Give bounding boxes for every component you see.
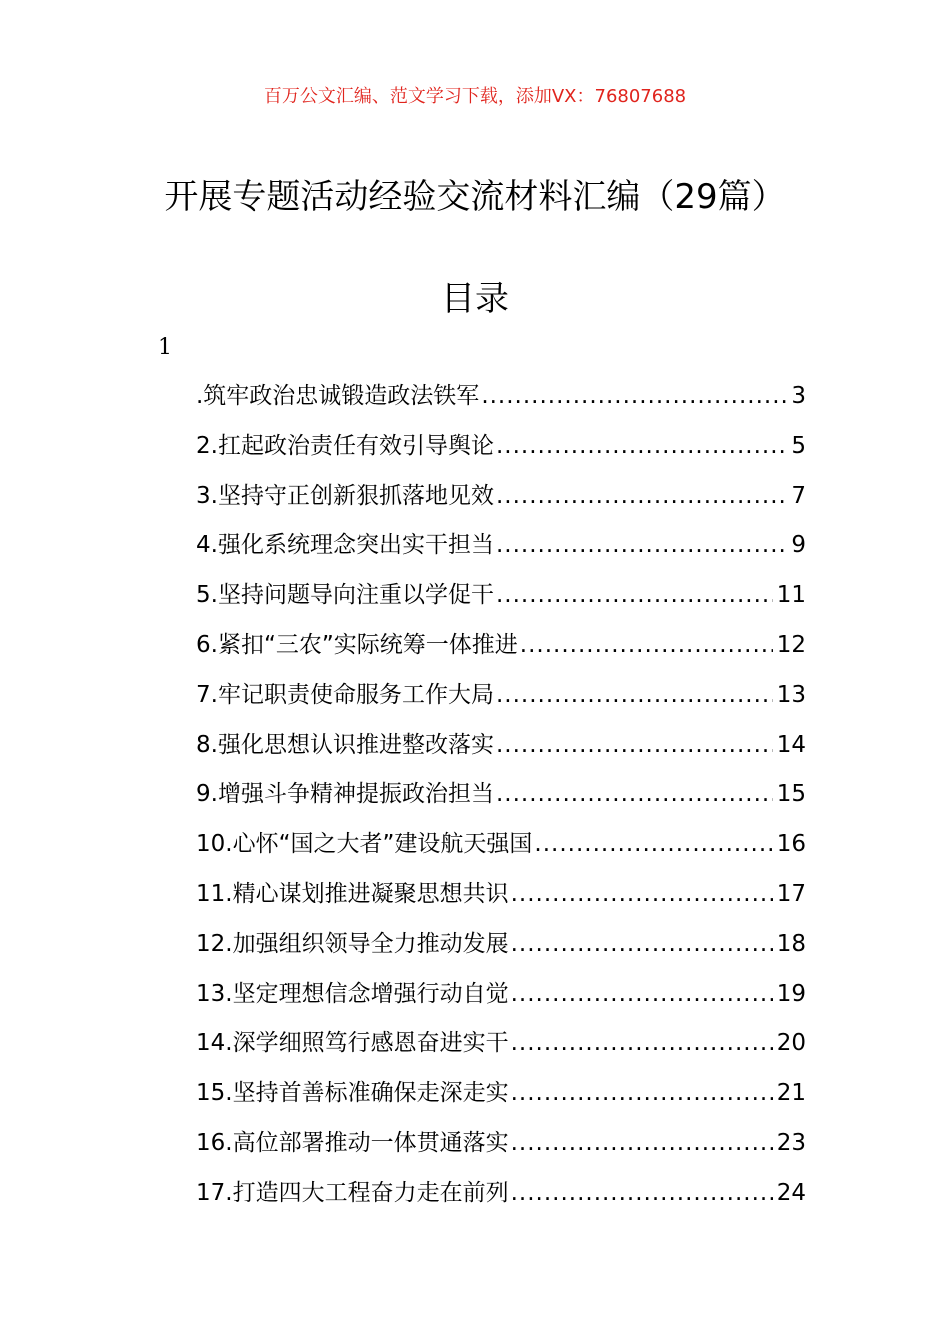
toc-entry-page: 23: [776, 1129, 806, 1156]
table-of-contents: [196, 377, 806, 1224]
toc-entry-page: 14: [776, 731, 806, 758]
toc-dot-leader: [496, 775, 773, 813]
toc-entry[interactable]: [196, 726, 806, 776]
toc-entry-title: 6.紧扣“三农”实际统筹一体推进: [196, 631, 518, 658]
toc-entry-page: 9: [791, 532, 806, 559]
toc-entry-page: 18: [776, 930, 806, 957]
toc-entry[interactable]: [196, 775, 806, 825]
toc-entry[interactable]: [196, 626, 806, 676]
toc-dot-leader: [481, 377, 787, 415]
promo-banner: 百万公文汇编、范文学习下载，添加VX：76807688: [263, 86, 687, 107]
toc-entry[interactable]: [196, 875, 806, 925]
toc-entry-page: 3: [791, 383, 806, 409]
stray-page-number: 1: [158, 335, 172, 360]
toc-entry-title: 15.坚持首善标准确保走深走实: [196, 1080, 509, 1107]
toc-dot-leader: [496, 477, 787, 515]
toc-entry[interactable]: [196, 1124, 806, 1174]
toc-entry-page: 15: [776, 781, 806, 808]
toc-entry[interactable]: [196, 377, 806, 427]
toc-dot-leader: [511, 875, 773, 913]
toc-dot-leader: [511, 1074, 773, 1112]
toc-entry[interactable]: [196, 1024, 806, 1074]
toc-entry-page: 12: [776, 631, 806, 658]
toc-entry[interactable]: [196, 825, 806, 875]
toc-entry-title: .筑牢政治忠诚锻造政法铁军: [196, 383, 480, 409]
toc-entry-title: 13.坚定理想信念增强行动自觉: [196, 980, 509, 1007]
toc-entry-title: 5.坚持问题导向注重以学促干: [196, 582, 494, 609]
toc-entry[interactable]: [196, 576, 806, 626]
toc-dot-leader: [511, 975, 773, 1013]
toc-dot-leader: [511, 1124, 773, 1162]
toc-entry[interactable]: [196, 526, 806, 576]
toc-entry-title: 8.强化思想认识推进整改落实: [196, 731, 494, 758]
toc-dot-leader: [496, 676, 773, 714]
toc-entry[interactable]: [196, 676, 806, 726]
toc-entry-title: 12.加强组织领导全力推动发展: [196, 930, 509, 957]
toc-entry[interactable]: [196, 477, 806, 527]
toc-entry-title: 17.打造四大工程奋力走在前列: [196, 1179, 509, 1206]
toc-entry-page: 24: [776, 1179, 806, 1206]
toc-entry[interactable]: [196, 1074, 806, 1124]
toc-entry-title: 11.精心谋划推进凝聚思想共识: [196, 880, 509, 907]
toc-entry[interactable]: [196, 975, 806, 1025]
toc-entry-title: 14.深学细照笃行感恩奋进实干: [196, 1030, 509, 1057]
toc-entry-page: 13: [776, 681, 806, 708]
toc-entry-page: 20: [776, 1030, 806, 1057]
toc-dot-leader: [496, 427, 787, 465]
toc-entry-page: 16: [776, 831, 806, 858]
toc-dot-leader: [511, 1174, 773, 1212]
toc-dot-leader: [520, 626, 773, 664]
toc-dot-leader: [511, 925, 773, 963]
toc-entry-page: 5: [791, 432, 806, 459]
toc-dot-leader: [496, 576, 773, 614]
toc-entry-title: 4.强化系统理念突出实干担当: [196, 532, 494, 559]
toc-dot-leader: [511, 1024, 773, 1062]
document-title: 开展专题活动经验交流材料汇编（29篇）: [164, 177, 786, 217]
toc-entry-page: 21: [776, 1080, 806, 1107]
toc-entry[interactable]: [196, 1174, 806, 1224]
toc-entry-title: 2.扛起政治责任有效引导舆论: [196, 432, 494, 459]
toc-entry-title: 10.心怀“国之大者”建设航天强国: [196, 831, 533, 858]
toc-entry-page: 11: [776, 582, 806, 609]
toc-entry-title: 3.坚持守正创新狠抓落地见效: [196, 482, 494, 509]
toc-dot-leader: [534, 825, 772, 863]
toc-entry-title: 7.牢记职责使命服务工作大局: [196, 681, 494, 708]
toc-entry-page: 17: [776, 880, 806, 907]
toc-entry[interactable]: [196, 427, 806, 477]
toc-entry[interactable]: [196, 925, 806, 975]
toc-dot-leader: [496, 526, 787, 564]
toc-dot-leader: [496, 726, 773, 764]
toc-entry-page: 7: [791, 482, 806, 509]
toc-entry-page: 19: [776, 980, 806, 1007]
toc-entry-title: 16.高位部署推动一体贯通落实: [196, 1129, 509, 1156]
toc-heading: 目录: [441, 279, 509, 319]
toc-entry-title: 9.增强斗争精神提振政治担当: [196, 781, 494, 808]
